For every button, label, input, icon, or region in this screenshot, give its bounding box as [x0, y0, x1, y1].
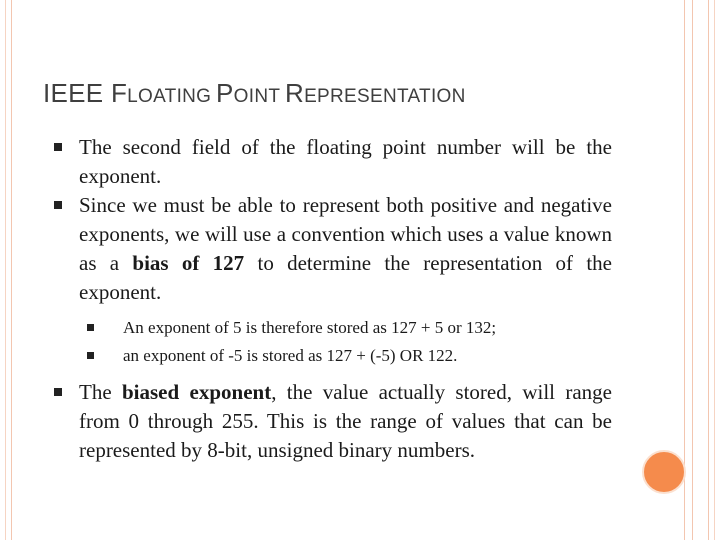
- square-bullet-icon: [54, 143, 62, 151]
- bullet-text: , the value actually stored, will range from 0 through 255. This is the range of values that can be represented by 8-bit, unsigned binary numbers.: [79, 380, 612, 462]
- slide-title: [43, 78, 466, 109]
- square-bullet-icon: [87, 324, 94, 331]
- bold-term: biased exponent: [122, 380, 272, 404]
- title-part: OINT: [233, 86, 281, 107]
- right-border-line: [714, 0, 715, 540]
- sub-bullet-list: [44, 314, 612, 370]
- sub-bullet-item: [79, 342, 612, 370]
- bullet-item: [44, 133, 612, 191]
- bullet-text: Since we must be able to represent both positive and negative exponents, we will use a convention which uses a value known as a: [79, 193, 612, 275]
- square-bullet-icon: [87, 352, 94, 359]
- bullet-item: [44, 191, 612, 307]
- square-bullet-icon: [54, 201, 62, 209]
- bullet-text: The: [79, 380, 122, 404]
- title-part: EPRESENTATION: [304, 86, 466, 107]
- sub-bullet-text: an exponent of -5 is stored as 127 + (-5) OR 122.: [123, 346, 458, 365]
- bold-term: bias of 127: [132, 251, 245, 275]
- title-part: R: [285, 78, 305, 108]
- sub-bullet-text: An exponent of 5 is therefore stored as 127 + 5 or 132;: [123, 318, 497, 337]
- slide-body: [44, 133, 612, 465]
- right-border-line: [692, 0, 693, 540]
- bullet-text: The second field of the floating point number will be the exponent.: [79, 135, 612, 188]
- left-border: [0, 0, 12, 540]
- title-part: P: [216, 78, 234, 108]
- bullet-text: to determine the representation of the exponent.: [79, 251, 612, 304]
- title-part: LOATING: [127, 86, 212, 107]
- right-border-line: [708, 0, 709, 540]
- left-border-line: [5, 0, 6, 540]
- right-border-line: [684, 0, 685, 540]
- sub-bullet-item: [79, 314, 612, 342]
- decorative-circle: [642, 450, 686, 494]
- square-bullet-icon: [54, 388, 62, 396]
- title-part: IEEE F: [43, 78, 128, 108]
- bullet-item: [44, 378, 612, 465]
